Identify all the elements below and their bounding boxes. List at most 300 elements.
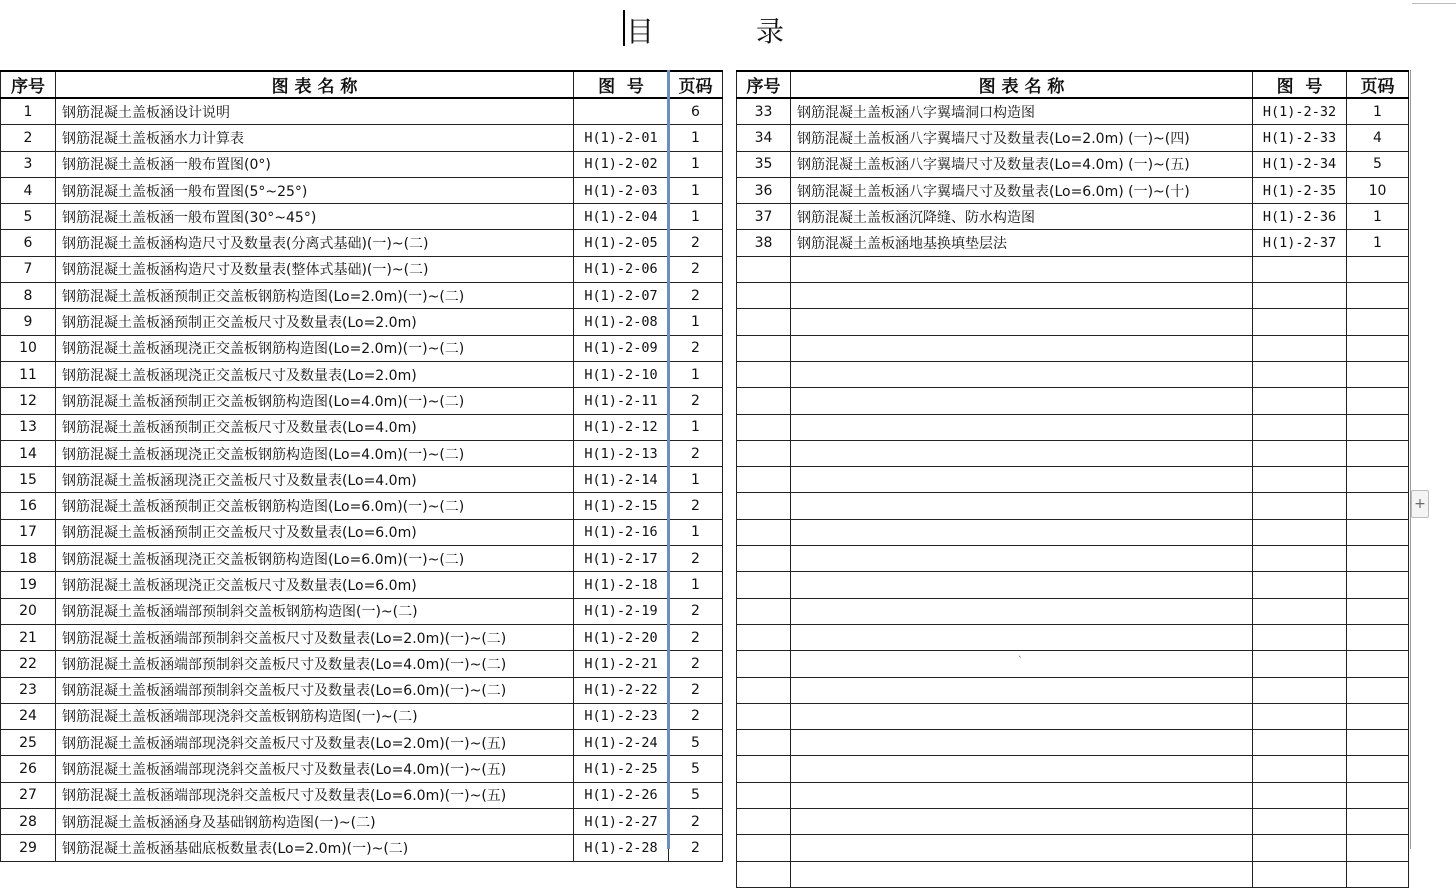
cell-code: H(1)-2-33	[1253, 125, 1347, 151]
cell-no: 24	[1, 703, 56, 729]
cell-code: H(1)-2-07	[574, 283, 669, 309]
cell-page: 10	[1347, 177, 1409, 203]
cell-no: 16	[1, 493, 56, 519]
table-row	[1, 414, 723, 440]
table-row	[1, 388, 723, 414]
cell-code	[1253, 256, 1347, 282]
cell-code	[1253, 414, 1347, 440]
header-page: 页码	[1347, 71, 1409, 98]
table-row	[1, 624, 723, 650]
cell-code	[1253, 519, 1347, 545]
cell-no	[737, 598, 791, 624]
cell-page: 1	[669, 177, 723, 203]
cell-name: 钢筋混凝土盖板涵一般布置图(0°)	[56, 151, 574, 177]
cell-name	[791, 677, 1253, 703]
cell-no: 4	[1, 177, 56, 203]
cell-no	[737, 283, 791, 309]
cell-no: 35	[737, 151, 791, 177]
cell-no	[737, 467, 791, 493]
cell-page: 2	[669, 493, 723, 519]
table-row	[1, 730, 723, 756]
cell-name: 钢筋混凝土盖板涵端部现浇斜交盖板尺寸及数量表(Lo=6.0m)(一)~(五)	[56, 782, 574, 808]
cell-page: 1	[669, 151, 723, 177]
cell-name: 钢筋混凝土盖板涵预制正交盖板尺寸及数量表(Lo=4.0m)	[56, 414, 574, 440]
table-row	[1, 572, 723, 598]
cell-page: 2	[669, 835, 723, 861]
cell-page: 1	[1347, 98, 1409, 125]
cell-name: 钢筋混凝土盖板涵端部预制斜交盖板尺寸及数量表(Lo=6.0m)(一)~(二)	[56, 677, 574, 703]
table-row	[737, 414, 1409, 440]
cell-code	[1253, 388, 1347, 414]
cell-page	[1347, 283, 1409, 309]
cell-page: 2	[669, 230, 723, 256]
cell-page	[1347, 467, 1409, 493]
table-row	[1, 782, 723, 808]
cell-code: H(1)-2-13	[574, 440, 669, 466]
cell-page: 2	[669, 335, 723, 361]
cell-code: H(1)-2-09	[574, 335, 669, 361]
cell-code: H(1)-2-19	[574, 598, 669, 624]
cell-name	[791, 782, 1253, 808]
cell-page: 2	[669, 283, 723, 309]
cell-name: 钢筋混凝土盖板涵现浇正交盖板钢筋构造图(Lo=4.0m)(一)~(二)	[56, 440, 574, 466]
table-row	[1, 151, 723, 177]
table-row	[737, 388, 1409, 414]
cell-code	[1253, 677, 1347, 703]
title-char-2: 录	[756, 15, 785, 48]
cell-name: 钢筋混凝土盖板涵水力计算表	[56, 125, 574, 151]
cell-name	[791, 861, 1253, 887]
cell-no: 7	[1, 256, 56, 282]
table-row	[737, 361, 1409, 387]
table-row	[737, 546, 1409, 572]
cell-page	[1347, 572, 1409, 598]
text-cursor	[623, 10, 625, 46]
cell-code: H(1)-2-08	[574, 309, 669, 335]
cell-page	[1347, 756, 1409, 782]
cell-code	[1253, 440, 1347, 466]
cell-name	[791, 467, 1253, 493]
cell-code	[1253, 546, 1347, 572]
cell-page	[1347, 651, 1409, 677]
cell-no: 10	[1, 335, 56, 361]
table-row	[737, 756, 1409, 782]
add-button[interactable]: +	[1411, 490, 1429, 518]
table-row	[737, 177, 1409, 203]
cell-no	[737, 861, 791, 887]
cell-page	[1347, 546, 1409, 572]
table-row	[1, 546, 723, 572]
cell-page	[1347, 703, 1409, 729]
cell-no: 8	[1, 283, 56, 309]
cell-no	[737, 782, 791, 808]
cell-code	[1253, 335, 1347, 361]
cell-page: 6	[669, 98, 723, 125]
cell-code	[1253, 624, 1347, 650]
table-row	[737, 230, 1409, 256]
table-row	[737, 861, 1409, 887]
table-row	[1, 125, 723, 151]
cell-name	[791, 361, 1253, 387]
cell-page	[1347, 677, 1409, 703]
cell-code	[1253, 730, 1347, 756]
table-row	[737, 730, 1409, 756]
cell-page: 5	[1347, 151, 1409, 177]
header-no: 序号	[737, 71, 791, 98]
cell-name: 钢筋混凝土盖板涵八字翼墙洞口构造图	[791, 98, 1253, 125]
cell-no: 2	[1, 125, 56, 151]
cell-page: 1	[669, 361, 723, 387]
cell-no: 23	[1, 677, 56, 703]
cell-code: H(1)-2-21	[574, 651, 669, 677]
page-right-edge	[1410, 70, 1411, 849]
cell-code	[1253, 467, 1347, 493]
cell-no: 25	[1, 730, 56, 756]
table-row	[737, 677, 1409, 703]
cell-no	[737, 756, 791, 782]
table-row	[1, 835, 723, 861]
cell-no	[737, 256, 791, 282]
cell-no: 33	[737, 98, 791, 125]
table-row	[1, 809, 723, 835]
cell-no: 11	[1, 361, 56, 387]
cell-no: 21	[1, 624, 56, 650]
cell-no: 17	[1, 519, 56, 545]
table-header-row	[1, 71, 723, 98]
table-row	[737, 309, 1409, 335]
cell-page	[1347, 835, 1409, 861]
cell-no: 12	[1, 388, 56, 414]
cell-page: 5	[669, 756, 723, 782]
directory-table-left	[0, 70, 723, 862]
cell-name: 钢筋混凝土盖板涵预制正交盖板钢筋构造图(Lo=2.0m)(一)~(二)	[56, 283, 574, 309]
cell-no: 9	[1, 309, 56, 335]
cell-name	[791, 756, 1253, 782]
table-row	[737, 467, 1409, 493]
cell-code: H(1)-2-03	[574, 177, 669, 203]
cell-page: 2	[669, 624, 723, 650]
cell-name	[791, 703, 1253, 729]
cell-page: 5	[669, 730, 723, 756]
cell-code: H(1)-2-26	[574, 782, 669, 808]
cell-code: H(1)-2-15	[574, 493, 669, 519]
cell-name: 钢筋混凝土盖板涵涵身及基础钢筋构造图(一)~(二)	[56, 809, 574, 835]
cell-no: 19	[1, 572, 56, 598]
cell-no	[737, 624, 791, 650]
cell-no: 15	[1, 467, 56, 493]
cell-page	[1347, 256, 1409, 282]
table-row	[1, 519, 723, 545]
cell-code: H(1)-2-37	[1253, 230, 1347, 256]
cell-no: 3	[1, 151, 56, 177]
cell-code: H(1)-2-27	[574, 809, 669, 835]
cell-no: 14	[1, 440, 56, 466]
cell-page	[1347, 335, 1409, 361]
cell-code: H(1)-2-23	[574, 703, 669, 729]
cell-name	[791, 283, 1253, 309]
table-row	[1, 98, 723, 125]
cell-name	[791, 598, 1253, 624]
header-code: 图 号	[1253, 71, 1347, 98]
cell-name	[791, 519, 1253, 545]
cell-code	[1253, 835, 1347, 861]
table-row	[1, 177, 723, 203]
stray-mark: `	[1018, 656, 1023, 666]
cell-page: 2	[669, 809, 723, 835]
cell-name	[791, 730, 1253, 756]
cell-name: 钢筋混凝土盖板涵端部现浇斜交盖板尺寸及数量表(Lo=2.0m)(一)~(五)	[56, 730, 574, 756]
cell-code: H(1)-2-24	[574, 730, 669, 756]
cell-page	[1347, 388, 1409, 414]
table-row	[737, 335, 1409, 361]
table-row	[1, 204, 723, 230]
cell-no	[737, 519, 791, 545]
cell-code	[1253, 361, 1347, 387]
table-row	[737, 651, 1409, 677]
cell-page: 1	[669, 414, 723, 440]
cell-no	[737, 361, 791, 387]
cell-name	[791, 414, 1253, 440]
header-no: 序号	[1, 71, 56, 98]
cell-page: 1	[1347, 204, 1409, 230]
cell-page	[1347, 493, 1409, 519]
cell-name	[791, 256, 1253, 282]
table-row	[1, 335, 723, 361]
cell-no: 34	[737, 125, 791, 151]
cell-code: H(1)-2-34	[1253, 151, 1347, 177]
cell-no	[737, 546, 791, 572]
cell-page: 1	[1347, 230, 1409, 256]
cell-code: H(1)-2-12	[574, 414, 669, 440]
cell-name: 钢筋混凝土盖板涵端部现浇斜交盖板钢筋构造图(一)~(二)	[56, 703, 574, 729]
table-row	[1, 703, 723, 729]
cell-name: 钢筋混凝土盖板涵现浇正交盖板尺寸及数量表(Lo=6.0m)	[56, 572, 574, 598]
cell-no: 29	[1, 835, 56, 861]
cell-code	[1253, 651, 1347, 677]
cell-code	[1253, 782, 1347, 808]
cell-no	[737, 440, 791, 466]
cell-name: 钢筋混凝土盖板涵地基换填垫层法	[791, 230, 1253, 256]
page-title	[0, 8, 1410, 48]
cell-no	[737, 335, 791, 361]
cell-name	[791, 440, 1253, 466]
cell-code: H(1)-2-18	[574, 572, 669, 598]
cell-page	[1347, 809, 1409, 835]
cell-code: H(1)-2-11	[574, 388, 669, 414]
cell-code: H(1)-2-17	[574, 546, 669, 572]
cell-name	[791, 493, 1253, 519]
cell-code	[574, 98, 669, 125]
cell-name: 钢筋混凝土盖板涵现浇正交盖板钢筋构造图(Lo=2.0m)(一)~(二)	[56, 335, 574, 361]
cell-code: H(1)-2-22	[574, 677, 669, 703]
table-row	[1, 309, 723, 335]
cell-no	[737, 493, 791, 519]
table-row	[1, 598, 723, 624]
cell-page: 2	[669, 440, 723, 466]
table-row	[737, 782, 1409, 808]
cell-code	[1253, 861, 1347, 887]
cell-name	[791, 335, 1253, 361]
table-row	[737, 98, 1409, 125]
cell-name: 钢筋混凝土盖板涵构造尺寸及数量表(分离式基础)(一)~(二)	[56, 230, 574, 256]
cell-name: 钢筋混凝土盖板涵设计说明	[56, 98, 574, 125]
cell-page	[1347, 414, 1409, 440]
cell-page: 2	[669, 677, 723, 703]
cell-name: 钢筋混凝土盖板涵八字翼墙尺寸及数量表(Lo=4.0m) (一)~(五)	[791, 151, 1253, 177]
cell-page: 2	[669, 651, 723, 677]
cell-page: 1	[669, 572, 723, 598]
table-row	[1, 756, 723, 782]
cell-no: 6	[1, 230, 56, 256]
cell-no	[737, 309, 791, 335]
cell-page: 1	[669, 125, 723, 151]
cell-code: H(1)-2-36	[1253, 204, 1347, 230]
header-page: 页码	[669, 71, 723, 98]
cell-page	[1347, 782, 1409, 808]
table-row	[737, 151, 1409, 177]
cell-name: 钢筋混凝土盖板涵端部预制斜交盖板尺寸及数量表(Lo=4.0m)(一)~(二)	[56, 651, 574, 677]
cell-name	[791, 388, 1253, 414]
header-name: 图 表 名 称	[56, 71, 574, 98]
table-header-row	[737, 71, 1409, 98]
cell-page	[1347, 361, 1409, 387]
cell-name	[791, 309, 1253, 335]
cell-no	[737, 651, 791, 677]
header-name: 图 表 名 称	[791, 71, 1253, 98]
cell-page	[1347, 861, 1409, 887]
table-row	[737, 572, 1409, 598]
cell-no: 26	[1, 756, 56, 782]
cell-name: 钢筋混凝土盖板涵现浇正交盖板尺寸及数量表(Lo=4.0m)	[56, 467, 574, 493]
cell-name	[791, 624, 1253, 650]
cell-no: 28	[1, 809, 56, 835]
table-row	[1, 677, 723, 703]
cell-no	[737, 677, 791, 703]
cell-code: H(1)-2-20	[574, 624, 669, 650]
table-row	[737, 835, 1409, 861]
cell-page: 1	[669, 309, 723, 335]
cell-no	[737, 572, 791, 598]
cell-code: H(1)-2-01	[574, 125, 669, 151]
cell-code: H(1)-2-04	[574, 204, 669, 230]
cell-page: 4	[1347, 125, 1409, 151]
cell-code	[1253, 756, 1347, 782]
cell-page	[1347, 519, 1409, 545]
cell-code: H(1)-2-28	[574, 835, 669, 861]
table-row	[737, 519, 1409, 545]
cell-name	[791, 809, 1253, 835]
table-row	[737, 598, 1409, 624]
cell-name: 钢筋混凝土盖板涵预制正交盖板钢筋构造图(Lo=4.0m)(一)~(二)	[56, 388, 574, 414]
cell-name: 钢筋混凝土盖板涵预制正交盖板尺寸及数量表(Lo=2.0m)	[56, 309, 574, 335]
cell-code	[1253, 598, 1347, 624]
cell-name	[791, 546, 1253, 572]
cell-no	[737, 414, 791, 440]
table-row	[737, 283, 1409, 309]
table-row	[737, 493, 1409, 519]
header-code: 图 号	[574, 71, 669, 98]
cell-page: 2	[669, 703, 723, 729]
table-row	[1, 361, 723, 387]
cell-page	[1347, 598, 1409, 624]
cell-code: H(1)-2-06	[574, 256, 669, 282]
cell-no: 27	[1, 782, 56, 808]
cell-code: H(1)-2-05	[574, 230, 669, 256]
table-row	[737, 125, 1409, 151]
cell-code	[1253, 809, 1347, 835]
column-separator	[667, 70, 670, 849]
cell-code	[1253, 283, 1347, 309]
page-edge	[1412, 0, 1456, 4]
table-row	[737, 624, 1409, 650]
cell-no: 13	[1, 414, 56, 440]
cell-no: 18	[1, 546, 56, 572]
table-row	[1, 467, 723, 493]
cell-no: 37	[737, 204, 791, 230]
directory-table-right	[736, 70, 1409, 888]
table-row	[1, 230, 723, 256]
cell-page	[1347, 440, 1409, 466]
cell-name: 钢筋混凝土盖板涵预制正交盖板尺寸及数量表(Lo=6.0m)	[56, 519, 574, 545]
cell-name: 钢筋混凝土盖板涵端部现浇斜交盖板尺寸及数量表(Lo=4.0m)(一)~(五)	[56, 756, 574, 782]
cell-name	[791, 572, 1253, 598]
cell-no	[737, 730, 791, 756]
cell-page	[1347, 309, 1409, 335]
cell-no	[737, 388, 791, 414]
cell-name: 钢筋混凝土盖板涵一般布置图(30°~45°)	[56, 204, 574, 230]
cell-no: 22	[1, 651, 56, 677]
cell-no: 1	[1, 98, 56, 125]
title-char-1: 目	[626, 15, 655, 48]
table-row	[737, 703, 1409, 729]
cell-code	[1253, 703, 1347, 729]
cell-page: 2	[669, 388, 723, 414]
table-row	[1, 493, 723, 519]
cell-code	[1253, 309, 1347, 335]
cell-code	[1253, 493, 1347, 519]
cell-code	[1253, 572, 1347, 598]
cell-code: H(1)-2-02	[574, 151, 669, 177]
cell-name: 钢筋混凝土盖板涵端部预制斜交盖板尺寸及数量表(Lo=2.0m)(一)~(二)	[56, 624, 574, 650]
cell-no	[737, 703, 791, 729]
cell-page: 1	[669, 204, 723, 230]
cell-page	[1347, 730, 1409, 756]
cell-name: 钢筋混凝土盖板涵八字翼墙尺寸及数量表(Lo=6.0m) (一)~(十)	[791, 177, 1253, 203]
cell-no: 5	[1, 204, 56, 230]
cell-name: 钢筋混凝土盖板涵现浇正交盖板尺寸及数量表(Lo=2.0m)	[56, 361, 574, 387]
cell-page: 2	[669, 598, 723, 624]
cell-name: 钢筋混凝土盖板涵八字翼墙尺寸及数量表(Lo=2.0m) (一)~(四)	[791, 125, 1253, 151]
cell-name	[791, 835, 1253, 861]
cell-name: 钢筋混凝土盖板涵构造尺寸及数量表(整体式基础)(一)~(二)	[56, 256, 574, 282]
table-row	[1, 256, 723, 282]
table-row	[737, 204, 1409, 230]
cell-page	[1347, 624, 1409, 650]
cell-name: 钢筋混凝土盖板涵现浇正交盖板钢筋构造图(Lo=6.0m)(一)~(二)	[56, 546, 574, 572]
cell-no	[737, 835, 791, 861]
cell-page: 1	[669, 467, 723, 493]
cell-no: 36	[737, 177, 791, 203]
cell-name: 钢筋混凝土盖板涵预制正交盖板钢筋构造图(Lo=6.0m)(一)~(二)	[56, 493, 574, 519]
cell-page: 2	[669, 256, 723, 282]
cell-page: 1	[669, 519, 723, 545]
cell-code: H(1)-2-32	[1253, 98, 1347, 125]
cell-code: H(1)-2-16	[574, 519, 669, 545]
cell-page: 2	[669, 546, 723, 572]
table-row	[1, 283, 723, 309]
cell-no: 38	[737, 230, 791, 256]
table-row	[1, 440, 723, 466]
